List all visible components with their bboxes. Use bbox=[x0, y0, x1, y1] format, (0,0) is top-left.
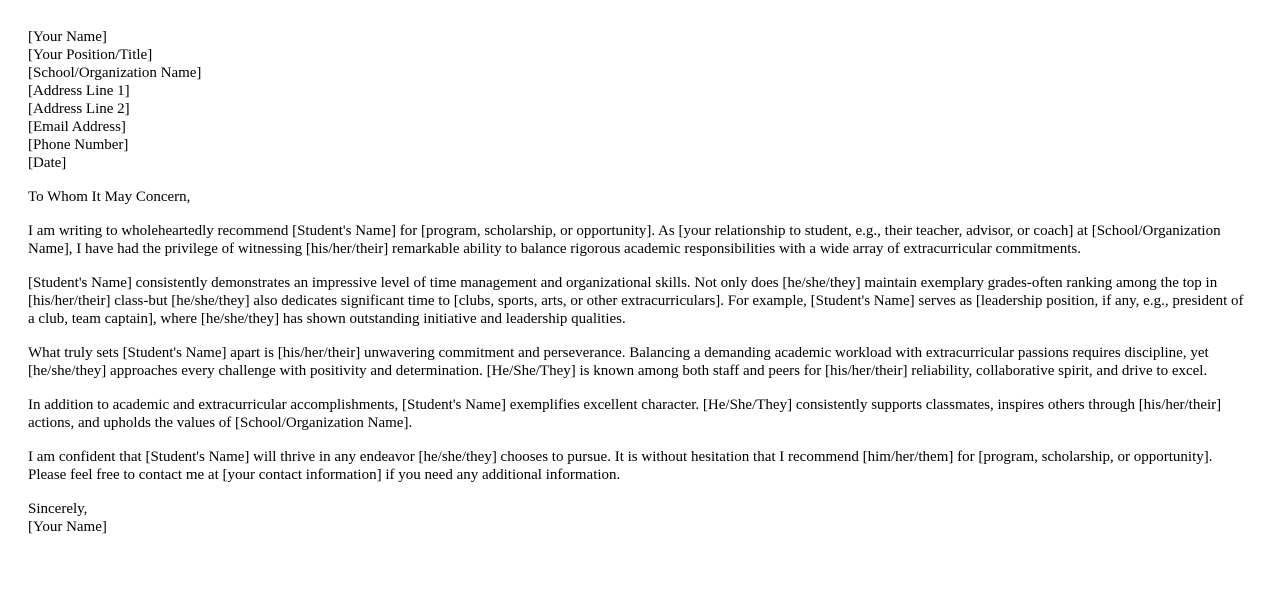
body-paragraph-2: [Student's Name] consistently demonstrates an impressive level of time management and organizational skills. Not only does [he/she/they] maintain exemplary grades-often ranking among the top in [his/her/their] class-but [he/she/they] also dedicates significant time to [clubs, sports, arts, or other extracurriculars]. For example, [Student's Name] serves as [leadership position, if any, e.g., president of a club, team captain], where [he/she/they] has shown outstanding initiative and leadership qualities. bbox=[28, 275, 1244, 327]
salutation: To Whom It May Concern, bbox=[28, 189, 191, 205]
sender-position: [Your Position/Title] bbox=[28, 47, 153, 63]
signature-name: [Your Name] bbox=[28, 519, 107, 535]
sender-block bbox=[28, 28, 1252, 172]
sender-email: [Email Address] bbox=[28, 119, 126, 135]
sender-address-line-1: [Address Line 1] bbox=[28, 83, 130, 99]
letter-date: [Date] bbox=[28, 155, 67, 171]
sender-organization: [School/Organization Name] bbox=[28, 65, 202, 81]
valediction: Sincerely, bbox=[28, 501, 88, 517]
body-paragraph-1: I am writing to wholeheartedly recommend [Student's Name] for [program, scholarship, or opportunity]. As [your relationship to student, e.g., their teacher, advisor, or coach] at [School/Organization Name], I have had the privilege of witnessing [his/her/their] remarkable ability to balance rigorous academic responsibilities with a wide array of extracurricular commitments. bbox=[28, 223, 1221, 257]
body-paragraph-3: What truly sets [Student's Name] apart is [his/her/their] unwavering commitment and perseverance. Balancing a demanding academic workload with extracurricular passions requires discipline, yet [he/she/they] approaches every challenge with positivity and determination. [He/She/They] is known among both staff and peers for [his/her/their] reliability, collaborative spirit, and drive to excel. bbox=[28, 345, 1209, 379]
recommendation-letter bbox=[28, 28, 1252, 536]
closing-block bbox=[28, 500, 1252, 536]
sender-name: [Your Name] bbox=[28, 29, 107, 45]
body-paragraph-4: In addition to academic and extracurricular accomplishments, [Student's Name] exemplifies excellent character. [He/She/They] consistently supports classmates, inspires others through [his/her/their] actions, and upholds the values of [School/Organization Name]. bbox=[28, 397, 1222, 431]
sender-address-line-2: [Address Line 2] bbox=[28, 101, 130, 117]
body-paragraph-5: I am confident that [Student's Name] will thrive in any endeavor [he/she/they] chooses to pursue. It is without hesitation that I recommend [him/her/them] for [program, scholarship, or opportunity]. Please feel free to contact me at [your contact information] if you need any additional information. bbox=[28, 449, 1213, 483]
sender-phone: [Phone Number] bbox=[28, 137, 129, 153]
